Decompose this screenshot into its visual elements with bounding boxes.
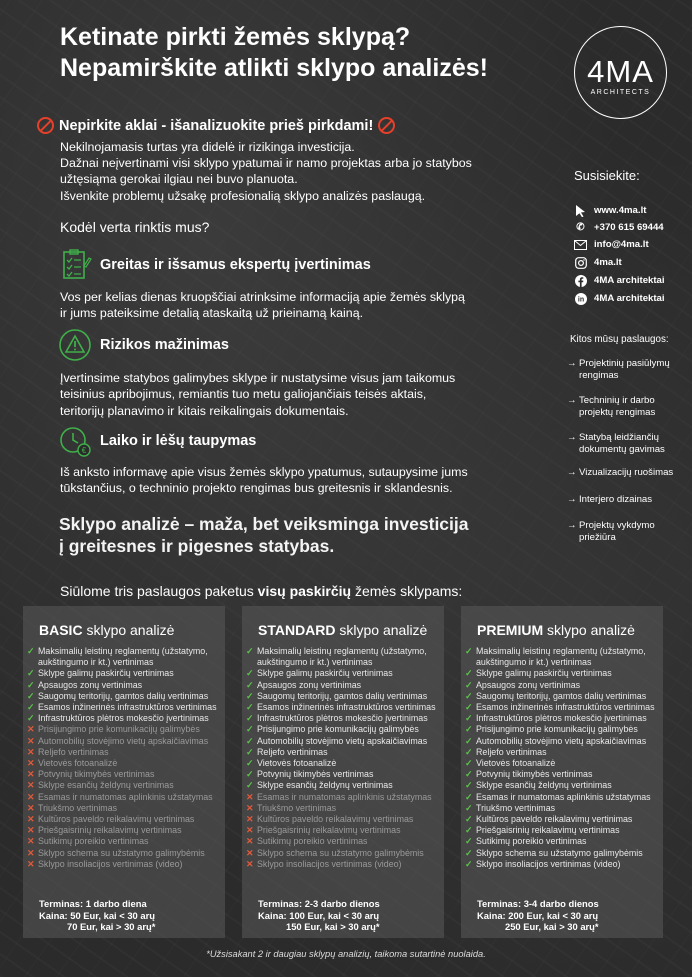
service-line: priežiūra (579, 532, 616, 543)
service-item[interactable] (567, 432, 665, 456)
feature-item (27, 668, 225, 679)
service-line: Interjero dizainas (579, 494, 653, 505)
package-title (39, 622, 174, 638)
feature-item (27, 848, 225, 859)
footnote: *Užsisakant 2 ir daugiau sklypų analizių, taikoma sutartinė nuolaida. (206, 949, 486, 959)
contact-text: 4ma.lt (594, 257, 622, 268)
package-price: 150 Eur, kai > 30 arų* (286, 921, 380, 933)
feature-item (27, 691, 225, 702)
contact-linkedin[interactable] (574, 292, 665, 305)
feature-item-text: Sklypo insoliacijos vertinimas (video) (476, 858, 621, 869)
service-item[interactable] (567, 467, 673, 479)
service-line: Projektinių pasiūlymų (579, 358, 670, 369)
intro-line: Dažnai neįvertinami visi sklypo ypatumai ir namo projektas arba jo statybos užtęsiąma gerokai ilgiau nei buvo planuota. (60, 156, 472, 187)
instagram-icon (574, 256, 587, 269)
feature-item (246, 780, 444, 791)
service-line: Projektų vykdymo (579, 520, 655, 531)
package-suffix: sklypo analizė (543, 622, 635, 638)
package-name: STANDARD (258, 622, 336, 638)
feature-item-text: Esamos inžinerinės infrastruktūros vertinimas (38, 702, 217, 713)
feature-title: Laiko ir lėšų taupymas (100, 433, 257, 449)
feature-item (27, 736, 225, 747)
contact-text: 4MA architektai (594, 293, 665, 304)
feature-description: Vos per kelias dienas kruopščiai atrinksime informaciją apie žemės sklypą ir jums pateiksime detalią ataskaitą už prieinamą kainą. (60, 290, 465, 321)
service-line: dokumentų gavimas (579, 444, 665, 455)
package-term: Terminas: 1 darbo diena (39, 898, 147, 909)
feature-item (246, 769, 444, 780)
feature-item-text: Automobilių stovėjimo vietų apskaičiavimas (476, 735, 647, 746)
feature-savings (58, 424, 256, 458)
feature-item-text: Sutikimų poreikio vertinimas (476, 836, 587, 847)
feature-item-text: Vietovės fotoanalizė (38, 758, 118, 769)
check-icon: ✓ (465, 702, 473, 713)
logo-subtitle: ARCHITECTS (590, 88, 651, 96)
service-item[interactable] (567, 494, 652, 506)
service-line: Statybą leidžiančių (579, 432, 659, 443)
feature-item (27, 724, 225, 735)
headline-line2: Nepamirškite atlikti sklypo analizės! (60, 54, 488, 82)
warning-line (37, 117, 395, 134)
feature-item (246, 702, 444, 713)
feature-item-text: Sklype galimų paskirčių vertinimas (38, 668, 174, 679)
feature-item-text: Sutikimų poreikio vertinimas (38, 836, 149, 847)
contact-instagram[interactable] (574, 256, 622, 269)
package-price: 250 Eur, kai > 30 arų* (505, 921, 599, 933)
package-name: BASIC (39, 622, 83, 638)
check-icon: ✓ (465, 814, 473, 825)
facebook-icon (574, 274, 587, 287)
feature-item (246, 792, 444, 803)
package-price: Kaina: 100 Eur, kai < 30 arų (258, 909, 380, 921)
warning-triangle-icon (58, 328, 92, 362)
feature-item-text: Apsaugos zonų vertinimas (257, 679, 362, 690)
check-icon: ✓ (246, 713, 254, 724)
feature-item (246, 836, 444, 847)
contact-text: +370 615 69444 (594, 222, 664, 233)
feature-item-text: Infrastruktūros plėtros mokesčio įvertinimas (476, 713, 647, 724)
feature-item-text: Maksimalių leistinų reglamentų (užstatymo, aukštingumo ir kt.) vertinimas (476, 646, 646, 668)
feature-item-text: Priešgaisrinių reikalavimų vertinimas (257, 825, 401, 836)
check-icon: ✓ (465, 646, 473, 656)
check-icon: ✓ (246, 702, 254, 713)
package-term: Terminas: 2-3 darbo dienos (258, 898, 380, 909)
cross-icon: ✕ (246, 858, 254, 869)
cross-icon: ✕ (27, 847, 35, 858)
feature-item (465, 780, 663, 791)
service-item[interactable] (567, 395, 655, 419)
package-price: 70 Eur, kai > 30 arų* (67, 921, 156, 933)
feature-item-text: Saugomų teritorijų, gamtos dalių vertinimas (38, 690, 209, 701)
clock-money-icon (58, 424, 92, 458)
feature-item-text: Sklype galimų paskirčių vertinimas (257, 668, 393, 679)
feature-item (465, 848, 663, 859)
package-price: Kaina: 50 Eur, kai < 30 arų (39, 909, 155, 921)
contact-title: Susisiekite: (574, 168, 640, 183)
cross-icon: ✕ (27, 836, 35, 847)
check-icon: ✓ (465, 791, 473, 802)
check-icon: ✓ (246, 724, 254, 735)
feature-item (27, 747, 225, 758)
feature-item (27, 792, 225, 803)
feature-item (27, 814, 225, 825)
contact-section (574, 168, 640, 183)
feature-item-text: Sklype galimų paskirčių vertinimas (476, 668, 612, 679)
feature-item (27, 803, 225, 814)
feature-item-text: Triukšmo vertinimas (476, 802, 556, 813)
feature-item (465, 758, 663, 769)
check-icon: ✓ (465, 825, 473, 836)
contact-text: www.4ma.lt (594, 205, 647, 216)
feature-item (465, 825, 663, 836)
package-basic[interactable] (23, 606, 225, 938)
feature-item (246, 747, 444, 758)
cross-icon: ✕ (27, 791, 35, 802)
feature-item (465, 803, 663, 814)
feature-item-text: Vietovės fotoanalizė (257, 758, 337, 769)
feature-item (246, 668, 444, 679)
feature-item (246, 803, 444, 814)
feature-item (465, 646, 663, 668)
feature-item (465, 713, 663, 724)
check-icon: ✓ (465, 780, 473, 791)
feature-item-text: Maksimalių leistinų reglamentų (užstatymo, aukštingumo ir kt.) vertinimas (257, 646, 427, 668)
feature-item-text: Kultūros paveldo reikalavimų vertinimas (476, 814, 633, 825)
intro-text (60, 139, 480, 204)
feature-item (246, 825, 444, 836)
feature-item-text: Triukšmo vertinimas (257, 802, 337, 813)
cross-icon: ✕ (246, 802, 254, 813)
package-price: Kaina: 200 Eur, kai < 30 arų (477, 909, 599, 921)
check-icon: ✓ (246, 735, 254, 746)
company-logo (574, 26, 667, 119)
feature-expert (58, 248, 371, 282)
cross-icon: ✕ (246, 836, 254, 847)
check-icon: ✓ (27, 713, 35, 724)
cursor-icon (574, 204, 587, 217)
check-icon: ✓ (465, 735, 473, 746)
check-icon: ✓ (465, 769, 473, 780)
service-line: Techninių ir darbo (579, 395, 655, 406)
feature-item-text: Automobilių stovėjimo vietų apskaičiavimas (257, 735, 428, 746)
feature-item-text: Saugomų teritorijų, gamtos dalių vertinimas (257, 690, 428, 701)
feature-item-text: Prisijungimo prie komunikacijų galimybės (257, 724, 419, 735)
feature-item-text: Sklypo schema su užstatymo galimybėmis (476, 847, 643, 858)
contact-text: 4MA architektai (594, 275, 665, 286)
feature-item-text: Sklype esančių želdynų vertinimas (257, 780, 393, 791)
headline (60, 22, 540, 84)
package-terms (39, 898, 155, 933)
feature-list (465, 646, 663, 870)
package-suffix: sklypo analizė (335, 622, 428, 638)
service-line: projektų rengimas (579, 407, 656, 418)
cross-icon: ✕ (27, 825, 35, 836)
service-line: rengimas (579, 370, 619, 381)
phone-icon: ✆ (576, 222, 585, 233)
feature-item-text: Esamas ir numatomas aplinkinis užstatymas (476, 791, 651, 802)
check-icon: ✓ (246, 758, 254, 769)
service-line: Vizualizacijų ruošimas (579, 467, 674, 478)
offer-text: Siūlome tris paslaugos paketus (60, 583, 258, 599)
cross-icon: ✕ (27, 814, 35, 825)
mail-icon (574, 238, 587, 251)
feature-item (27, 680, 225, 691)
check-icon: ✓ (246, 679, 254, 690)
linkedin-icon (574, 292, 587, 305)
feature-item (27, 859, 225, 870)
feature-description: Įvertinsime statybos galimybes sklype ir nustatysime visus jam taikomus teisinius apribojimus, remiantis tuo metu galiojančiais teisės aktais, teritorijų planavimo ir kitais reikalingais dokumentais. (60, 371, 456, 418)
feature-item (27, 825, 225, 836)
intro-line: Nekilnojamasis turtas yra didelė ir rizikinga investicija. (60, 140, 355, 154)
service-item[interactable] (567, 520, 655, 544)
feature-item-text: Kultūros paveldo reikalavimų vertinimas (257, 814, 414, 825)
feature-item (246, 691, 444, 702)
feature-item (246, 680, 444, 691)
feature-item (465, 668, 663, 679)
check-icon: ✓ (465, 713, 473, 724)
feature-item-text: Sklypo schema su užstatymo galimybėmis (38, 847, 205, 858)
package-title (258, 622, 427, 638)
cross-icon: ✕ (27, 802, 35, 813)
check-icon: ✓ (27, 690, 35, 701)
cross-icon: ✕ (27, 780, 35, 791)
feature-item-text: Esamos inžinerinės infrastruktūros vertinimas (257, 702, 436, 713)
arrow-right-icon: → (567, 432, 577, 443)
feature-item-text: Reljefo vertinimas (38, 746, 109, 757)
check-icon: ✓ (465, 668, 473, 679)
feature-item-text: Triukšmo vertinimas (38, 802, 118, 813)
contact-text: info@4ma.lt (594, 239, 649, 250)
check-icon: ✓ (27, 668, 35, 679)
feature-item-text: Prisijungimo prie komunikacijų galimybės (38, 724, 200, 735)
cross-icon: ✕ (27, 724, 35, 735)
check-icon: ✓ (246, 746, 254, 757)
check-icon: ✓ (27, 702, 35, 713)
prohibited-icon (37, 117, 54, 134)
cross-icon: ✕ (246, 814, 254, 825)
slogan (59, 513, 489, 557)
feature-item (465, 702, 663, 713)
feature-description: Iš anksto informavę apie visus žemės sklypo ypatumus, sutaupysime jums tūkstančius, o techninio projekto rengimas bus greitesnis ir sklandesnis. (60, 465, 468, 496)
cross-icon: ✕ (246, 825, 254, 836)
feature-item-text: Esamas ir numatomas aplinkinis užstatymas (257, 791, 432, 802)
feature-item (27, 646, 225, 668)
feature-item (246, 758, 444, 769)
contact-facebook[interactable] (574, 274, 665, 287)
cross-icon: ✕ (27, 746, 35, 757)
feature-item (246, 848, 444, 859)
arrow-right-icon: → (567, 358, 577, 369)
feature-item-text: Priešgaisrinių reikalavimų vertinimas (476, 825, 620, 836)
package-terms (258, 898, 380, 933)
arrow-right-icon: → (567, 494, 577, 505)
feature-item (27, 702, 225, 713)
contact-email[interactable] (574, 238, 649, 251)
arrow-right-icon: → (567, 467, 577, 478)
check-icon: ✓ (246, 690, 254, 701)
feature-item (465, 792, 663, 803)
check-icon: ✓ (465, 690, 473, 701)
feature-item-text: Sklypo schema su užstatymo galimybėmis (257, 847, 424, 858)
feature-item-text: Infrastruktūros plėtros mokesčio įvertinimas (257, 713, 428, 724)
feature-item (246, 859, 444, 870)
feature-item (465, 769, 663, 780)
check-icon: ✓ (246, 769, 254, 780)
prohibited-icon (378, 117, 395, 134)
feature-title: Greitas ir išsamus ekspertų įvertinimas (100, 257, 371, 273)
package-suffix: sklypo analizė (82, 622, 175, 638)
package-premium[interactable] (461, 606, 663, 938)
service-item[interactable] (567, 358, 670, 382)
feature-item (465, 724, 663, 735)
headline-line1: Ketinate pirkti žemės sklypą? (60, 23, 411, 51)
offer-heading (60, 583, 462, 599)
feature-item (465, 814, 663, 825)
feature-item-text: Vietovės fotoanalizė (476, 758, 556, 769)
cross-icon: ✕ (27, 758, 35, 769)
why-heading: Kodėl verta rinktis mus? (60, 219, 210, 235)
check-icon: ✓ (465, 679, 473, 690)
feature-item-text: Esamas ir numatomas aplinkinis užstatymas (38, 791, 213, 802)
checklist-icon (58, 248, 92, 282)
feature-item (27, 713, 225, 724)
package-standard[interactable] (242, 606, 444, 938)
check-icon: ✓ (465, 802, 473, 813)
feature-risk (58, 328, 229, 362)
feature-item (465, 680, 663, 691)
offer-text: žemės sklypams: (351, 583, 463, 599)
feature-item-text: Potvynių tikimybės vertinimas (476, 769, 593, 780)
check-icon: ✓ (465, 858, 473, 869)
feature-item-text: Sklypo insoliacijos vertinimas (video) (38, 858, 183, 869)
cross-icon: ✕ (27, 858, 35, 869)
feature-item-text: Priešgaisrinių reikalavimų vertinimas (38, 825, 182, 836)
feature-list (27, 646, 225, 870)
check-icon: ✓ (465, 847, 473, 858)
feature-item (27, 758, 225, 769)
package-terms (477, 898, 599, 933)
check-icon: ✓ (27, 646, 35, 656)
svg-text:€: € (81, 446, 87, 455)
feature-title: Rizikos mažinimas (100, 337, 229, 353)
arrow-right-icon: → (567, 520, 577, 531)
feature-item-text: Automobilių stovėjimo vietų apskaičiavimas (38, 735, 209, 746)
feature-item-text: Apsaugos zonų vertinimas (476, 679, 581, 690)
feature-item-text: Saugomų teritorijų, gamtos dalių vertinimas (476, 690, 647, 701)
intro-line: Išvenkite problemų užsakę profesionalią sklypo analizės paslaugą. (60, 188, 426, 203)
check-icon: ✓ (246, 646, 254, 656)
feature-item (465, 747, 663, 758)
feature-item (465, 691, 663, 702)
check-icon: ✓ (465, 836, 473, 847)
feature-item-text: Potvynių tikimybės vertinimas (38, 769, 155, 780)
feature-item-text: Infrastruktūros plėtros mokesčio įvertinimas (38, 713, 209, 724)
package-term: Terminas: 3-4 darbo dienos (477, 898, 599, 909)
feature-item (246, 713, 444, 724)
feature-item (246, 814, 444, 825)
feature-item-text: Prisijungimo prie komunikacijų galimybės (476, 724, 638, 735)
feature-item (27, 780, 225, 791)
offer-emphasis: visų paskirčių (257, 583, 352, 599)
feature-list (246, 646, 444, 870)
check-icon: ✓ (465, 758, 473, 769)
check-icon: ✓ (465, 724, 473, 735)
feature-item (27, 836, 225, 847)
feature-item-text: Esamos inžinerinės infrastruktūros vertinimas (476, 702, 655, 713)
feature-item (465, 736, 663, 747)
feature-item (465, 859, 663, 870)
check-icon: ✓ (465, 746, 473, 757)
feature-item-text: Sklype esančių želdynų vertinimas (476, 780, 612, 791)
warning-text: Nepirkite aklai - išanalizuokite prieš pirkdami! (59, 117, 374, 134)
feature-item-text: Kultūros paveldo reikalavimų vertinimas (38, 814, 195, 825)
slogan-line: į greitesnes ir pigesnes statybas. (59, 536, 335, 556)
feature-item (246, 724, 444, 735)
contact-phone[interactable] (574, 221, 664, 234)
cross-icon: ✕ (246, 847, 254, 858)
arrow-right-icon: → (567, 395, 577, 406)
cross-icon: ✕ (246, 791, 254, 802)
cross-icon: ✕ (27, 769, 35, 780)
check-icon: ✓ (246, 780, 254, 791)
svg-text:in: in (577, 296, 584, 304)
feature-item-text: Reljefo vertinimas (257, 746, 328, 757)
services-title: Kitos mūsų paslaugos: (570, 334, 669, 345)
feature-item-text: Sklype esančių želdynų vertinimas (38, 780, 174, 791)
feature-item (246, 646, 444, 668)
feature-item (27, 769, 225, 780)
feature-item-text: Reljefo vertinimas (476, 746, 547, 757)
check-icon: ✓ (246, 668, 254, 679)
package-title (477, 622, 635, 638)
contact-website[interactable] (574, 204, 646, 217)
feature-item-text: Sutikimų poreikio vertinimas (257, 836, 368, 847)
logo-mark: 4MA (587, 53, 654, 89)
package-name: PREMIUM (477, 622, 544, 638)
feature-item (465, 836, 663, 847)
feature-item-text: Apsaugos zonų vertinimas (38, 679, 143, 690)
feature-item-text: Maksimalių leistinų reglamentų (užstatymo, aukštingumo ir kt.) vertinimas (38, 646, 208, 668)
feature-item-text: Sklypo insoliacijos vertinimas (video) (257, 858, 402, 869)
feature-item-text: Potvynių tikimybės vertinimas (257, 769, 374, 780)
feature-item (246, 736, 444, 747)
check-icon: ✓ (27, 679, 35, 690)
slogan-line: Sklypo analizė – maža, bet veiksminga investicija (59, 514, 469, 534)
cross-icon: ✕ (27, 735, 35, 746)
